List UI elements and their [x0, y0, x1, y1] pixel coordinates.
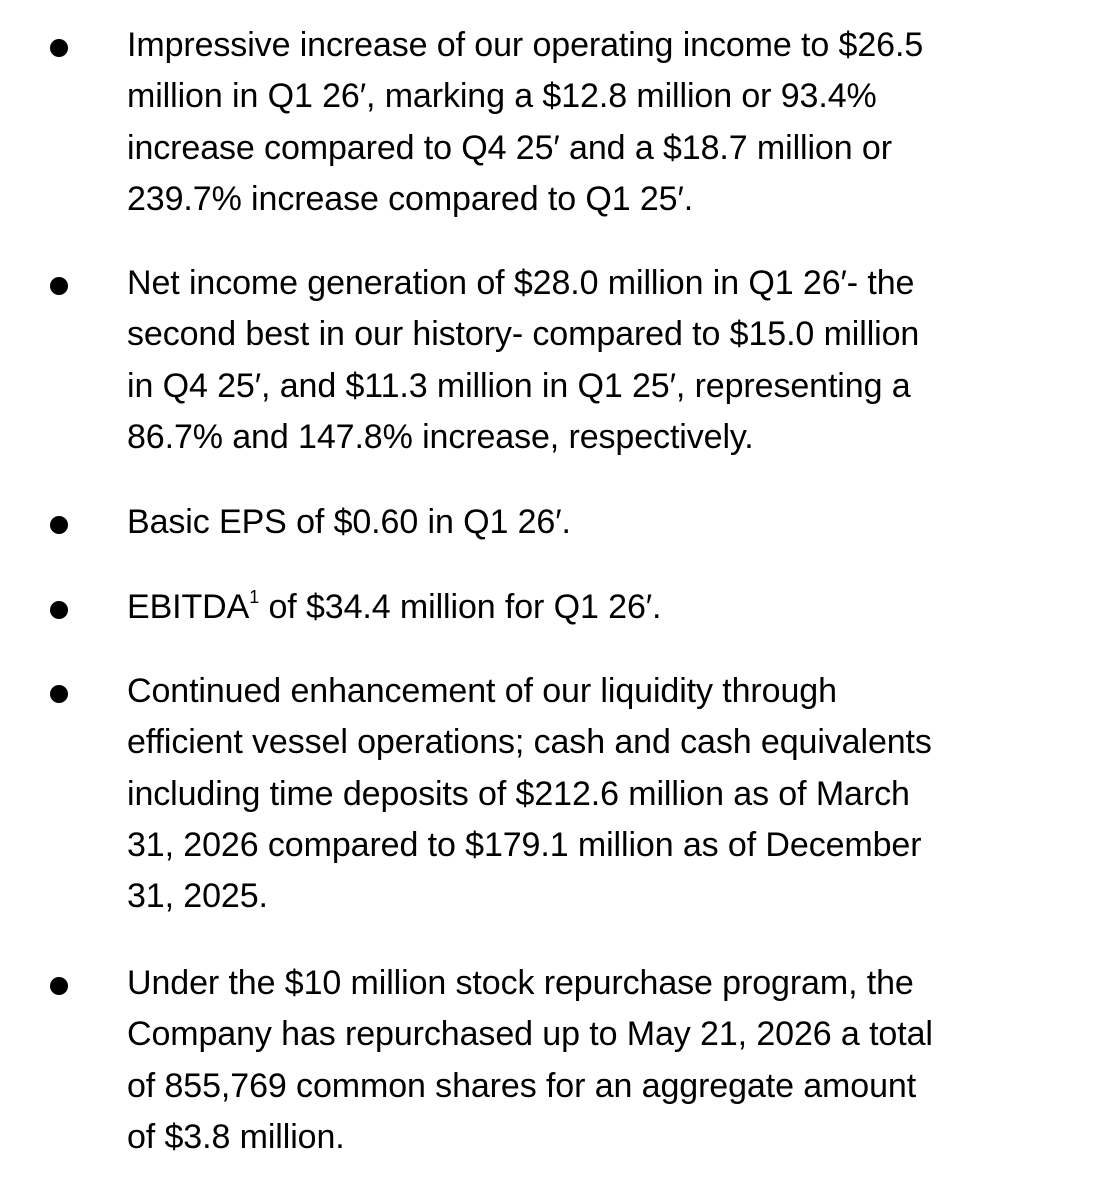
- bullet-dot-icon: [50, 601, 68, 619]
- bullet-text-line: 239.7% increase compared to Q1 25′.: [127, 179, 694, 218]
- bullet-text: [127, 582, 1057, 633]
- bullet-text: [127, 958, 1057, 1163]
- bullet-text: [127, 258, 1057, 463]
- bullet-text-line: including time deposits of $212.6 million as of March: [127, 774, 910, 813]
- bullet-dot-icon: [50, 516, 68, 534]
- bullet-text-line: Company has repurchased up to May 21, 2026 a total: [127, 1015, 933, 1054]
- bullet-dot-icon: [50, 277, 68, 295]
- bullet-text-line: of $3.8 million.: [127, 1117, 345, 1156]
- bullet-text-line: million in Q1 26′, marking a $12.8 million or 93.4%: [127, 77, 877, 116]
- footnote-marker: 1: [249, 587, 260, 607]
- bullet-text: [127, 20, 1057, 225]
- bullet-text-line: second best in our history- compared to $15.0 million: [127, 315, 920, 354]
- bullet-text-line: Basic EPS of $0.60 in Q1 26′.: [127, 503, 571, 541]
- ebitda-label: EBITDA: [127, 588, 250, 626]
- bullet-dot-icon: [50, 39, 68, 57]
- bullet-text-line: 31, 2026 compared to $179.1 million as of December: [127, 825, 922, 864]
- bullet-dot-icon: [50, 977, 68, 995]
- bullet-text-line: efficient vessel operations; cash and cash equivalents: [127, 723, 932, 762]
- bullet-text-line: Net income generation of $28.0 million in Q1 26′- the: [127, 264, 915, 302]
- bullet-text-line: Continued enhancement of our liquidity through: [127, 672, 837, 710]
- bullet-text-line: in Q4 25′, and $11.3 million in Q1 25′, representing a: [127, 366, 911, 405]
- bullet-text-line: Under the $10 million stock repurchase program, the: [127, 964, 914, 1002]
- bullet-text-line: Impressive increase of our operating income to $26.5: [127, 26, 924, 64]
- bullet-text-line: increase compared to Q4 25′ and a $18.7 million or: [127, 128, 892, 167]
- bullet-text: [127, 497, 1057, 548]
- bullet-text-line: 31, 2025.: [127, 877, 268, 916]
- bullet-text-line: 86.7% and 147.8% increase, respectively.: [127, 417, 754, 456]
- bullet-text: [127, 666, 1057, 922]
- bullet-text-line: of 855,769 common shares for an aggregate amount: [127, 1066, 917, 1105]
- bullet-dot-icon: [50, 685, 68, 703]
- bullet-text-line: [127, 582, 1057, 633]
- ebitda-value-text: of $34.4 million for Q1 26′.: [259, 588, 662, 626]
